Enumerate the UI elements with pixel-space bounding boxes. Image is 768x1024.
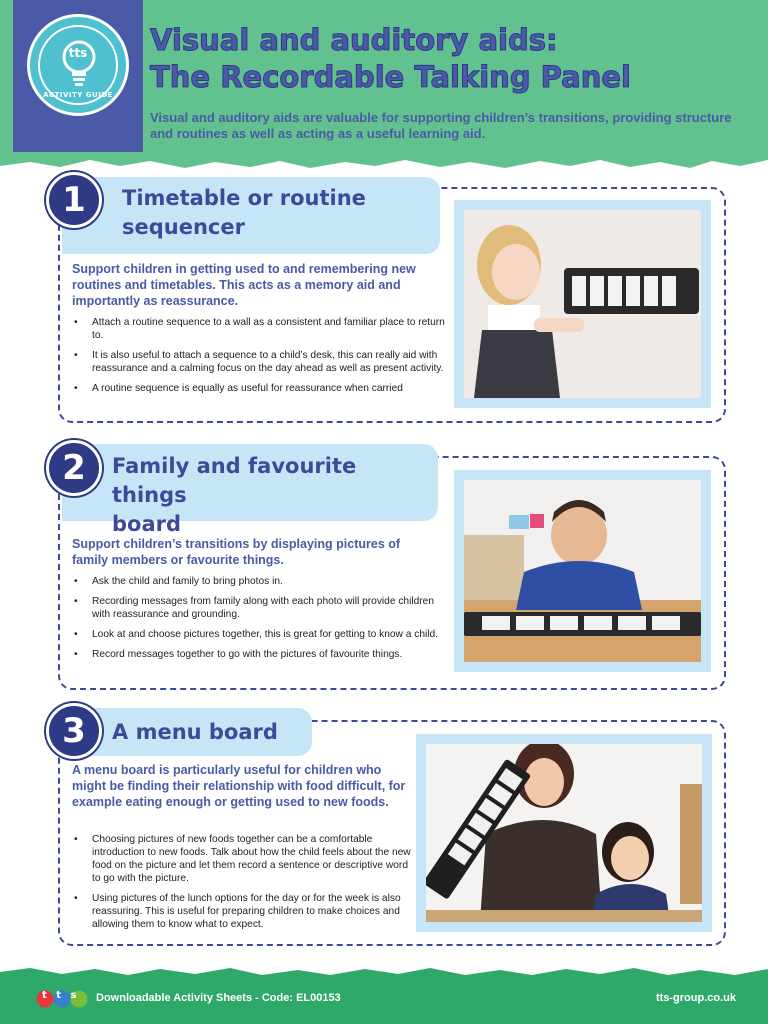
section-1-bullets (72, 316, 450, 402)
footer-website-link[interactable]: tts-group.co.uk (655, 992, 736, 1004)
section-2-bullets (72, 575, 450, 668)
list-item: • Attach a routine sequence to a wall as a consistent and familiar place to return to. (72, 316, 450, 342)
torn-edge-top (0, 152, 768, 174)
page-title: Visual and auditory aids: The Recordable Talking Panel (150, 23, 631, 94)
badge-brand: tts (68, 46, 88, 60)
boy-at-desk-photo (464, 480, 701, 662)
section-1-lead: Support children in getting used to and remembering new routines and timetables. This acts as a memory aid and importantly as reassurance. (72, 262, 416, 308)
teacher-and-child-photo (426, 744, 702, 922)
section-3-bullets (72, 833, 412, 938)
list-item: • Recording messages from family along with each photo will provide children with reassurance and grounding. (72, 595, 450, 621)
list-item: • Ask the child and family to bring photos in. (72, 575, 450, 588)
section-1-photo-frame (454, 200, 711, 408)
section-1-title: Timetable or routine sequencer (122, 186, 366, 239)
section-2-title: Family and favourite things board (112, 454, 357, 536)
list-item: • Record messages together to go with the pictures of favourite things. (72, 648, 450, 661)
intro-text: Visual and auditory aids are valuable for supporting children’s transitions, providing structure and routines as well as acting as a useful learning aid. (150, 110, 732, 141)
section-2-lead: Support children’s transitions by displaying pictures of family members or favourite things. (72, 537, 401, 567)
section-2-number: 2 (46, 440, 102, 496)
badge-label: ACTIVITY GUIDE (43, 91, 113, 99)
section-2-photo-frame (454, 470, 711, 672)
footer-code: Downloadable Activity Sheets - Code: EL00153 (96, 992, 341, 1004)
girl-using-panel-photo (464, 210, 701, 398)
section-3-number: 3 (46, 703, 102, 759)
list-item: • Using pictures of the lunch options for the day or for the week is also reassuring. This is useful for preparing children to make choices and allowing them to know what to expect. (72, 892, 412, 931)
activity-guide-badge (13, 0, 143, 152)
badge-logo (27, 14, 129, 116)
section-3-photo-frame (416, 734, 712, 932)
section-3-lead: A menu board is particularly useful for children who might be finding their relationship with food difficult, for example eating enough or getting used to new foods. (72, 763, 406, 809)
section-1-number: 1 (46, 172, 102, 228)
list-item: • Choosing pictures of new foods together can be a comfortable introduction to new foods. Talk about how the child feels about the new food on the picture and let them record a sentence or descriptive word to go with the picture. (72, 833, 412, 885)
footer-brand-letters: tts (42, 990, 87, 1001)
section-3-title: A menu board (112, 720, 278, 744)
list-item: • Look at and choose pictures together, this is great for getting to know a child. (72, 628, 450, 641)
list-item: • It is also useful to attach a sequence to a child’s desk, this can really aid with reassurance and a calming focus on the day ahead as well as present activity. (72, 349, 450, 375)
footer-bar (0, 976, 768, 1024)
list-item: • A routine sequence is equally as useful for reassurance when carried (72, 382, 450, 395)
